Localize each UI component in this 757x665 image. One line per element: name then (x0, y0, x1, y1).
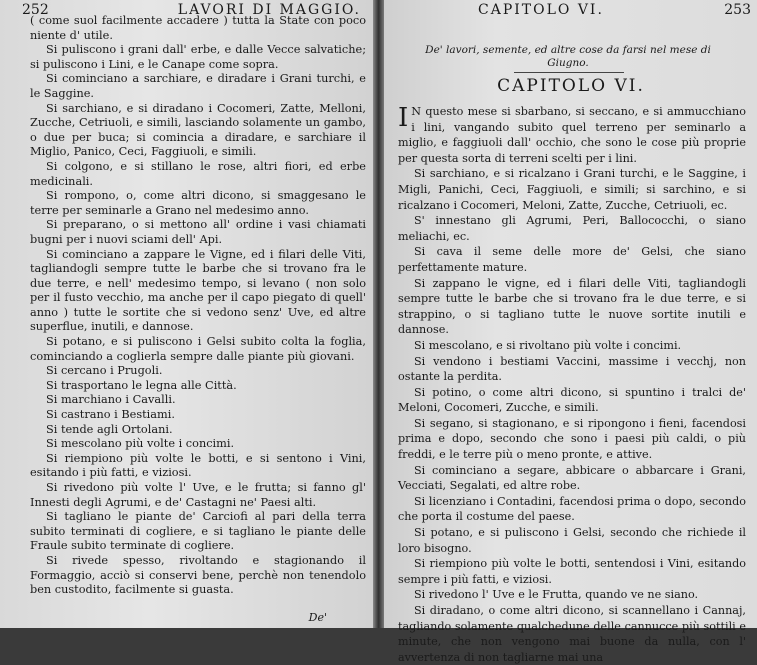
paragraph: Si trasportano le legna alle Città. (46, 378, 237, 392)
paragraph: Si sarchiano, e si diradano i Cocomeri, Zatte, Melloni, Zucche, Cetriuoli, e simili, lasciando solamente un gambo, o due per buca; si comincia a diradare, e sarchiare il Miglio, Panico, Ceci, Faggiuoli, e simili. (30, 101, 366, 159)
left-catchword: De' (308, 611, 327, 624)
paragraph: Si potino, o come altri dicono, si spuntino i tralci de' Meloni, Cocomeri, Zucche, e simili. (398, 385, 746, 415)
paragraph: Si tagliano le piante de' Carciofi al pari della terra subito terminati di cogliere, e si tagliano le piante delle Fraule subito terminate di cogliere. (30, 510, 366, 553)
paragraph: Si mescolano, e si rivoltano più volte i concimi. (414, 338, 682, 352)
paragraph: Si riempiono più volte le botti, sentendosi i Vini, esitando sempre i più fatti, e viziosi. (398, 557, 746, 586)
paragraph: Si rivedono più volte l' Uve, e le frutta; si fanno gl' Innesti degli Agrumi, e de' Castagni ne' Paesi alti. (30, 481, 366, 509)
opening-paragraph-text: N questo mese si sbarbano, si seccano, e si ammucchiano i lini, vangando subito quel terreno per seminarlo a miglio, e faggiuoli dall' occhio, che sono le cose più proprie per questa sorta di terreni scelti per i lini. (398, 105, 746, 165)
right-page (384, 0, 757, 664)
paragraph: S' innestano gli Agrumi, Peri, Ballococchi, o siano meliachi, ec. (398, 214, 746, 243)
paragraph: Si licenziano i Contadini, facendosi prima o dopo, secondo che porta il costume del paese. (398, 494, 746, 524)
paragraph: Si rivede spesso, rivoltando e stagionando il Formaggio, acciò si conservi bene, perchè non tenendolo ben custodito, facilmente si guasta. (30, 553, 366, 597)
book-gutter (373, 0, 384, 628)
paragraph: Si cominciano a sarchiare, e diradare i Grani turchi, e le Saggine. (30, 72, 366, 100)
paragraph: Si cominciano a segare, abbicare o abbarcare i Grani, Vecciati, Segalati, ed altre robe. (398, 463, 746, 493)
paragraph: Si sarchiano, e si ricalzano i Grani turchi, e le Saggine, i Migli, Panichi, Ceci, Faggiuoli, e simili; si sarchino, e si ricalzano i Cocomeri, Meloni, Zatte, Zucche, Cetriuoli, ec. (398, 167, 746, 212)
paragraph: Si tende agli Ortolani. (46, 422, 173, 436)
paragraph: Si segano, si stagionano, e si ripongono i fieni, facendosi prima e dopo, secondo che sono i paesi più caldi, o più freddi, e le terre più o meno pronte, e attive. (398, 416, 746, 462)
paragraph: Si cercano i Prugoli. (46, 364, 163, 378)
paragraph: Si riempiono più volte le botti, e si sentono i Vini, esitando i più fatti, e viziosi. (30, 451, 366, 480)
drop-cap: I (398, 103, 409, 133)
paragraph: Si cominciano a zappare le Vigne, ed i filari delle Viti, tagliandogli sempre tutte le barbe che si trovano fra le due terre, e nell' medesimo tempo, si levano ( non solo per il fusto vecchio, ma anche per il capo piegato di quell' anno ) tutte le sortite che si vedono senz' Uve, ed altre superflue, inutili, e dannose. (30, 247, 366, 334)
left-page-number: 252 (22, 2, 49, 18)
left-body-text (30, 14, 366, 598)
paragraph: Si vendono i bestiami Vaccini, massime i vecchj, non ostante la perdita. (398, 354, 746, 384)
subtitle-rule (514, 72, 624, 73)
paragraph: Si potano, e si puliscono i Gelsi subito colta la foglia, cominciando a coglierla sempre dalle piante più giovani. (30, 335, 366, 363)
paragraph: Si zappano le vigne, ed i filari delle Viti, tagliandogli sempre tutte le barbe che si trovano fra le due terre, e si strappino, o si tagliano tutte le nuove sortite inutili e dannose. (398, 276, 746, 337)
paragraph: Si potano, e si puliscono i Gelsi, secondo che richiede il loro bisogno. (398, 526, 746, 555)
paragraph: Si diradano, o come altri dicono, si scannellano i Cannaj, tagliando solamente qualchedune delle cannucce più sottili e minute, che non vengono mai buone da nulla, con l' avvertenza di non tagliarne mai una (398, 604, 746, 664)
opening-paragraph (398, 104, 746, 166)
paragraph: ( come suol facilmente accadere ) tutta la State con poco niente d' utile. (30, 14, 366, 42)
right-running-head (478, 2, 751, 20)
paragraph: Si preparano, o si mettono all' ordine i vasi chiamati bugni per i nuovi sciami dell' Api. (30, 218, 366, 246)
chapter-heading: CAPITOLO VI. (497, 76, 645, 96)
right-page-number: 253 (724, 2, 751, 18)
left-running-title: LAVORI DI MAGGIO. (177, 2, 361, 18)
right-body-text (398, 104, 746, 665)
right-running-title: CAPITOLO VI. (478, 2, 604, 18)
paragraph: Si colgono, e si stillano le rose, altri fiori, ed erbe medicinali. (30, 159, 366, 188)
paragraph: Si castrano i Bestiami. (46, 408, 175, 422)
paragraph: Si rompono, o, come altri dicono, si smaggesano le terre per seminarle a Grano nel medesimo anno. (30, 189, 366, 217)
paragraph: Si puliscono i grani dall' erbe, e dalle Vecce salvatiche; si puliscono i Lini, e le Canape come sopra. (30, 43, 366, 71)
paragraph: Si rivedono l' Uve e le Frutta, quando ve ne siano. (414, 588, 699, 602)
left-page (0, 0, 373, 628)
paragraph: Si marchiano i Cavalli. (46, 393, 176, 407)
chapter-subtitle: De' lavori, semente, ed altre cose da farsi nel mese di Giugno. (425, 44, 711, 69)
paragraph: Si cava il seme delle more de' Gelsi, che siano perfettamente mature. (398, 245, 746, 274)
paragraph: Si mescolano più volte i concimi. (46, 437, 235, 451)
